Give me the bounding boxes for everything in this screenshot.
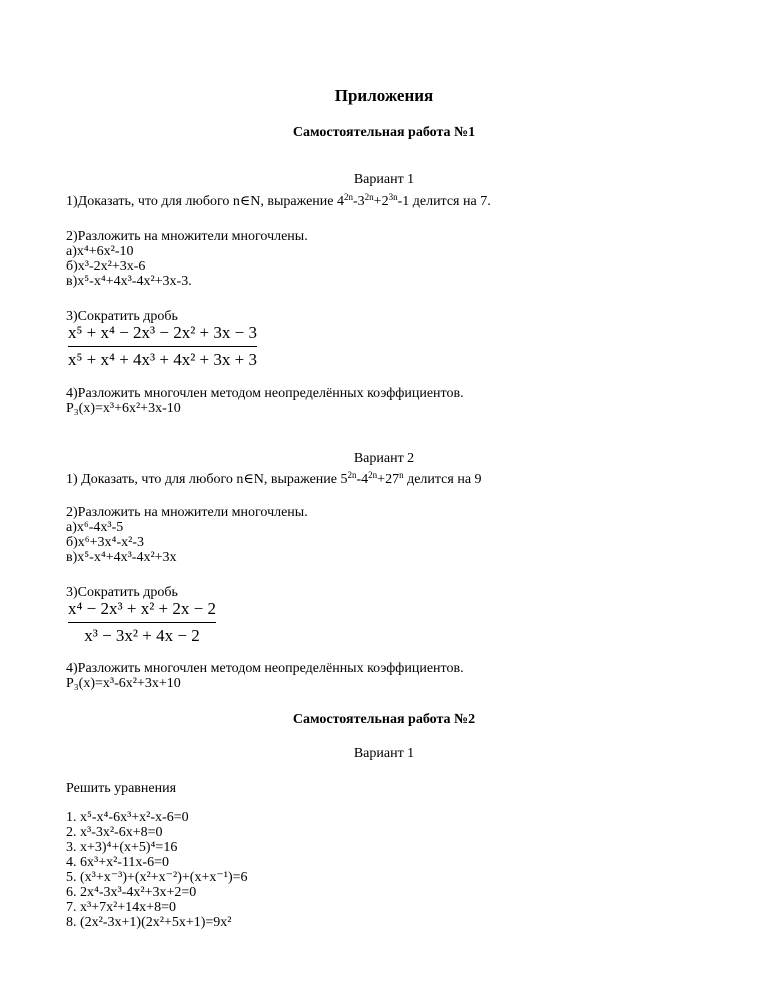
fraction-numerator: x⁴ − 2x³ + x² + 2x − 2 xyxy=(68,599,216,618)
task-heading: 4)Разложить многочлен методом неопределённых коэффициентов. xyxy=(66,386,464,401)
task-heading: 4)Разложить многочлен методом неопределённых коэффициентов. xyxy=(66,661,464,676)
work1-variant2-label: Вариант 2 xyxy=(353,451,415,466)
equation-item: 3. x+3)⁴+(x+5)⁴=16 xyxy=(66,840,178,855)
work1-v2-task3-heading: 3)Сократить дробь xyxy=(66,585,178,600)
equation-item: 5. (x³+x⁻³)+(x²+x⁻²)+(x+x⁻¹)=6 xyxy=(66,870,248,885)
equation-item: 8. (2x²-3x+1)(2x²+5x+1)=9x² xyxy=(66,915,232,930)
work1-v1-task2 xyxy=(66,229,308,289)
polynomial-b: б)x³-2x²+3x-6 xyxy=(66,259,146,274)
polynomial-c: в)x⁵-x⁴+4x³-4x²+3x xyxy=(66,550,177,565)
work1-v2-task1: 1) Доказать, что для любого n∈N, выражение $5^{2n}-4^{2n}+27^n$ делится на 9 xyxy=(66,470,482,487)
work2-variant1-label: Вариант 1 xyxy=(353,746,415,761)
polynomial: P₃(x)=x³-6x²+3x+10 xyxy=(66,676,181,691)
work1-v2-fraction xyxy=(68,600,216,645)
equation-item: 6. 2x⁴-3x³-4x²+3x+2=0 xyxy=(66,885,197,900)
work1-v1-task3-heading: 3)Сократить дробь xyxy=(66,309,178,324)
task-heading: 2)Разложить на множители многочлены. xyxy=(66,229,308,244)
polynomial-a: а)x⁴+6x²-10 xyxy=(66,244,134,259)
work1-v2-task2 xyxy=(66,505,308,565)
equation-item: 4. 6x³+x²-11x-6=0 xyxy=(66,855,169,870)
work2-equation-list xyxy=(66,810,248,930)
work1-v2-task4 xyxy=(66,661,464,691)
task-heading: 2)Разложить на множители многочлены. xyxy=(66,505,308,520)
work1-v1-task1: 1)Доказать, что для любого n∈N, выражение $4^{2n}-3^{2n}+2^{3n}-1$ делится на 7. xyxy=(66,192,491,209)
polynomial: P₃(x)=x³+6x²+3x-10 xyxy=(66,401,181,416)
work2-heading: Самостоятельная работа №2 xyxy=(292,712,476,727)
polynomial-b: б)x⁶+3x⁴-x²-3 xyxy=(66,535,144,550)
work1-v1-task4 xyxy=(66,386,464,416)
fraction-denominator: x³ − 3x² + 4x − 2 xyxy=(68,622,216,645)
work1-heading: Самостоятельная работа №1 xyxy=(292,125,476,140)
polynomial-c: в)x⁵-x⁴+4x³-4x²+3x-3. xyxy=(66,274,192,289)
fraction-denominator: x⁵ + x⁴ + 4x³ + 4x² + 3x + 3 xyxy=(68,346,257,369)
work2-task-heading: Решить уравнения xyxy=(66,781,177,796)
equation-item: 2. x³-3x²-6x+8=0 xyxy=(66,825,163,840)
equation-item: 1. x⁵-x⁴-6x³+x²-x-6=0 xyxy=(66,810,189,825)
work1-variant1-label: Вариант 1 xyxy=(353,172,415,187)
work1-v1-fraction xyxy=(68,324,257,369)
equation-item: 7. x³+7x²+14x+8=0 xyxy=(66,900,176,915)
fraction-numerator: x⁵ + x⁴ − 2x³ − 2x² + 3x − 3 xyxy=(68,323,257,342)
polynomial-a: а)x⁶-4x³-5 xyxy=(66,520,124,535)
page-title: Приложения xyxy=(334,86,434,105)
